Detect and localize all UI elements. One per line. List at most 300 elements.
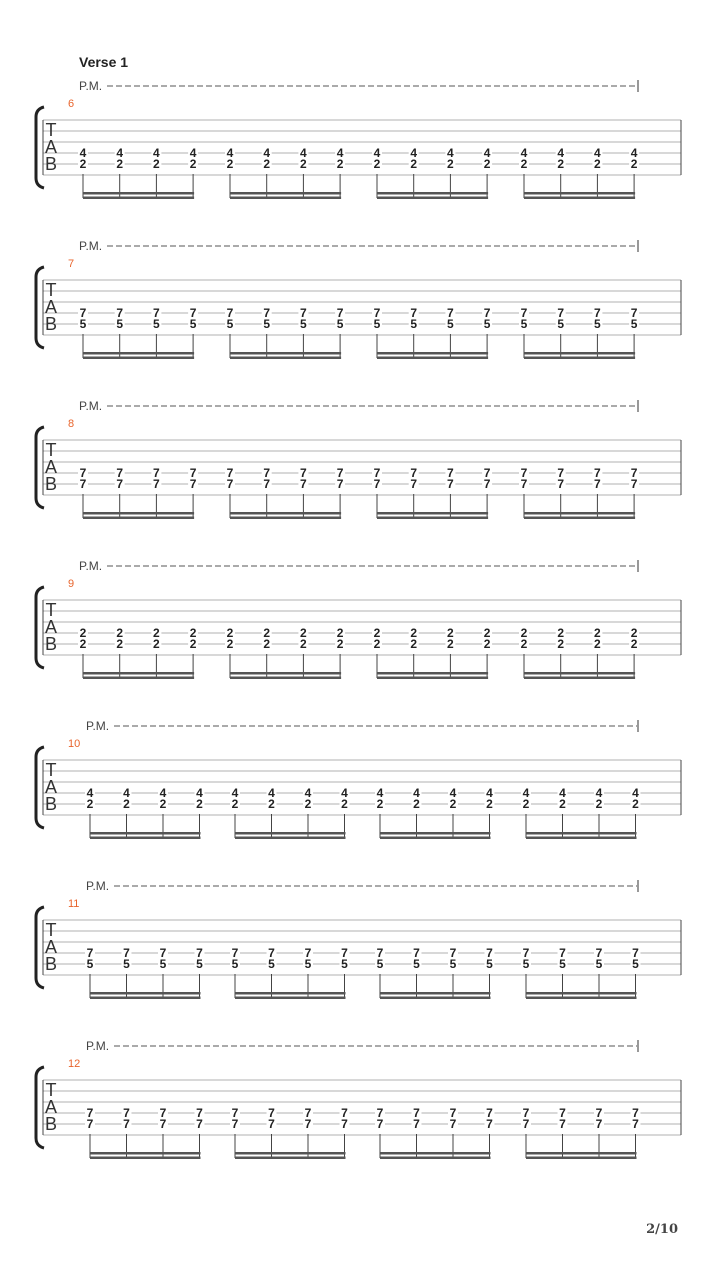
fret-number: 5 [336,317,344,331]
fret-number: 5 [196,957,203,971]
fret-number: 2 [79,637,87,651]
tab-clef-letter: T [45,920,57,940]
fret-number: 7 [304,1106,312,1120]
fret-number: 2 [231,797,239,811]
beam [83,672,194,675]
beam [377,352,488,355]
fret-number: 2 [447,157,454,171]
fret-number: 5 [557,317,565,331]
beam [90,832,201,835]
fret-number: 4 [263,146,271,160]
fret-number: 7 [632,1106,639,1120]
fret-number: 7 [116,306,124,320]
measure-number: 8 [68,418,75,430]
fret-number: 7 [226,466,234,480]
fret-number: 7 [630,306,638,320]
fret-number: 7 [630,477,638,491]
fret-number: 7 [632,1117,639,1131]
fret-number: 5 [159,957,167,971]
fret-number: 7 [449,946,457,960]
fret-number: 7 [153,306,160,320]
fret-number: 2 [447,626,454,640]
beam [90,1152,201,1155]
fret-number: 7 [153,477,160,491]
fret-number: 7 [231,1117,239,1131]
fret-number: 4 [483,146,491,160]
fret-number: 7 [522,946,530,960]
fret-number: 4 [86,786,94,800]
fret-number: 5 [231,957,239,971]
tab-clef-letter: A [44,297,58,317]
fret-number: 5 [189,317,197,331]
fret-number: 7 [595,1117,603,1131]
beam [526,832,637,835]
beam [380,832,491,835]
beam [380,1157,491,1160]
fret-number: 7 [559,1106,566,1120]
fret-number: 2 [159,797,167,811]
tab-clef-letter: A [44,617,58,637]
fret-number: 5 [595,957,603,971]
tab-clef-letter: A [44,1097,58,1117]
fret-number: 7 [189,477,197,491]
fret-number: 7 [79,466,87,480]
fret-number: 7 [226,477,234,491]
fret-number: 5 [413,957,420,971]
fret-number: 7 [557,477,565,491]
fret-number: 7 [79,477,87,491]
fret-number: 4 [520,146,528,160]
fret-number: 7 [336,477,344,491]
fret-number: 7 [123,946,130,960]
beam [377,512,488,515]
fret-number: 7 [413,946,420,960]
fret-number: 2 [263,637,271,651]
fret-number: 7 [483,466,491,480]
beam [524,192,635,195]
fret-number: 7 [373,466,381,480]
fret-number: 2 [336,157,344,171]
fret-number: 7 [231,1106,239,1120]
fret-number: 7 [123,1117,130,1131]
fret-number: 2 [189,157,197,171]
fret-number: 7 [159,946,167,960]
fret-number: 2 [520,626,528,640]
fret-number: 7 [373,306,381,320]
fret-number: 7 [300,466,307,480]
fret-number: 5 [304,957,312,971]
fret-number: 2 [410,157,418,171]
fret-number: 4 [196,786,203,800]
fret-number: 7 [410,306,418,320]
fret-number: 7 [594,306,601,320]
measure-number: 12 [68,1058,81,1070]
fret-number: 7 [86,946,94,960]
fret-number: 2 [226,637,234,651]
fret-number: 2 [373,626,381,640]
fret-number: 2 [116,637,124,651]
fret-number: 2 [263,626,271,640]
beam [83,192,194,195]
beam [235,837,346,840]
fret-number: 2 [116,157,124,171]
fret-number: 7 [373,477,381,491]
beam [235,1152,346,1155]
beam [524,357,635,360]
beam [230,677,341,680]
beam [83,357,194,360]
page-number: 2/10 [646,1222,678,1237]
beam [526,837,637,840]
fret-number: 7 [447,306,454,320]
fret-number: 7 [413,1117,420,1131]
fret-number: 4 [116,146,124,160]
fret-number: 4 [341,786,348,800]
fret-number: 7 [594,477,601,491]
fret-number: 5 [116,317,124,331]
fret-number: 7 [557,466,565,480]
fret-number: 2 [522,797,530,811]
fret-number: 4 [522,786,530,800]
palm-mute-label: P.M. [79,399,103,413]
fret-number: 7 [595,1106,603,1120]
measure-number: 6 [68,98,75,110]
beam [230,197,341,200]
tab-clef-letter: T [45,760,57,780]
beam [83,517,194,520]
fret-number: 7 [376,1106,384,1120]
fret-number: 2 [632,797,639,811]
beam [377,357,488,360]
fret-number: 4 [226,146,234,160]
beam [524,677,635,680]
measure-number: 7 [68,258,75,270]
fret-number: 2 [373,637,381,651]
fret-number: 5 [300,317,307,331]
palm-mute-label: P.M. [79,79,103,93]
fret-number: 2 [153,626,160,640]
fret-number: 7 [520,477,528,491]
fret-number: 7 [486,946,493,960]
fret-number: 7 [559,946,566,960]
fret-number: 2 [263,157,271,171]
fret-number: 2 [483,157,491,171]
fret-number: 7 [116,466,124,480]
fret-number: 7 [226,306,234,320]
fret-number: 2 [630,626,638,640]
fret-number: 2 [304,797,312,811]
fret-number: 2 [116,626,124,640]
fret-number: 4 [304,786,312,800]
fret-number: 5 [153,317,160,331]
beam [230,192,341,195]
fret-number: 5 [632,957,639,971]
fret-number: 7 [410,477,418,491]
fret-number: 2 [373,157,381,171]
fret-number: 5 [376,957,384,971]
fret-number: 5 [86,957,94,971]
fret-number: 2 [336,637,344,651]
fret-number: 2 [520,157,528,171]
fret-number: 2 [79,626,87,640]
fret-number: 7 [263,306,271,320]
fret-number: 7 [116,477,124,491]
fret-number: 2 [595,797,603,811]
section-title: Verse 1 [79,54,129,70]
fret-number: 4 [300,146,307,160]
fret-number: 5 [410,317,418,331]
fret-number: 7 [486,1106,493,1120]
fret-number: 7 [486,1117,493,1131]
fret-number: 2 [447,637,454,651]
tab-clef-letter: A [44,457,58,477]
beam [524,352,635,355]
fret-number: 7 [268,1106,275,1120]
tab-clef-letter: B [44,634,58,654]
fret-number: 2 [300,157,307,171]
fret-number: 4 [159,786,167,800]
palm-mute-label: P.M. [79,559,103,573]
fret-number: 2 [86,797,94,811]
fret-number: 7 [520,466,528,480]
fret-number: 7 [632,946,639,960]
tab-clef-letter: T [45,1080,57,1100]
fret-number: 7 [300,477,307,491]
fret-number: 7 [522,1117,530,1131]
fret-number: 2 [300,626,307,640]
fret-number: 7 [341,946,348,960]
fret-number: 2 [336,626,344,640]
fret-number: 7 [263,477,271,491]
beam [235,997,346,1000]
tab-clef-letter: A [44,777,58,797]
fret-number: 4 [557,146,565,160]
fret-number: 7 [522,1106,530,1120]
fret-number: 2 [79,157,87,171]
fret-number: 2 [520,637,528,651]
fret-number: 4 [231,786,239,800]
fret-number: 7 [304,946,312,960]
tab-clef-letter: B [44,314,58,334]
fret-number: 4 [632,786,639,800]
fret-number: 7 [300,306,307,320]
fret-number: 5 [486,957,493,971]
tab-clef-letter: A [44,137,58,157]
tab-clef-letter: B [44,1114,58,1134]
palm-mute-label: P.M. [86,1039,110,1053]
fret-number: 2 [557,626,565,640]
beam [235,832,346,835]
fret-number: 7 [376,946,384,960]
tab-clef-letter: T [45,120,57,140]
fret-number: 2 [410,626,418,640]
beam [230,512,341,515]
fret-number: 5 [226,317,234,331]
beam [377,197,488,200]
beam [83,677,194,680]
fret-number: 7 [189,466,197,480]
fret-number: 7 [376,1117,384,1131]
beam [377,672,488,675]
palm-mute-label: P.M. [86,879,110,893]
fret-number: 7 [341,1117,348,1131]
fret-number: 2 [594,626,601,640]
fret-number: 7 [341,1106,348,1120]
beam [90,992,201,995]
beam [524,672,635,675]
fret-number: 4 [373,146,381,160]
fret-number: 5 [520,317,528,331]
tab-clef-letter: B [44,474,58,494]
fret-number: 4 [594,146,601,160]
fret-number: 2 [483,626,491,640]
fret-number: 2 [153,637,160,651]
fret-number: 7 [449,1117,457,1131]
fret-number: 2 [413,797,420,811]
tab-clef-letter: T [45,600,57,620]
fret-number: 5 [373,317,381,331]
fret-number: 7 [231,946,239,960]
fret-number: 5 [522,957,530,971]
fret-number: 7 [123,1106,130,1120]
fret-number: 5 [447,317,454,331]
fret-number: 7 [483,477,491,491]
fret-number: 4 [268,786,275,800]
fret-number: 7 [86,1117,94,1131]
beam [230,352,341,355]
tab-clef-letter: B [44,954,58,974]
palm-mute-label: P.M. [86,719,110,733]
beam [526,992,637,995]
fret-number: 2 [268,797,275,811]
fret-number: 5 [123,957,130,971]
fret-number: 4 [376,786,384,800]
fret-number: 7 [483,306,491,320]
fret-number: 7 [263,466,271,480]
beam [377,517,488,520]
fret-number: 2 [300,637,307,651]
fret-number: 2 [341,797,348,811]
beam [230,357,341,360]
beam [380,992,491,995]
palm-mute-label: P.M. [79,239,103,253]
fret-number: 7 [520,306,528,320]
fret-number: 4 [79,146,87,160]
fret-number: 4 [123,786,130,800]
beam [90,1157,201,1160]
fret-number: 2 [189,637,197,651]
fret-number: 4 [189,146,197,160]
beam [83,197,194,200]
beam [83,352,194,355]
beam [380,997,491,1000]
fret-number: 4 [486,786,493,800]
fret-number: 4 [153,146,160,160]
fret-number: 7 [159,1117,167,1131]
fret-number: 4 [559,786,566,800]
fret-number: 7 [79,306,87,320]
fret-number: 2 [486,797,493,811]
fret-number: 7 [447,477,454,491]
tab-clef-letter: T [45,440,57,460]
fret-number: 5 [559,957,566,971]
fret-number: 7 [630,466,638,480]
fret-number: 2 [123,797,130,811]
fret-number: 5 [268,957,275,971]
fret-number: 5 [594,317,601,331]
fret-number: 5 [341,957,348,971]
beam [526,1152,637,1155]
beam [526,1157,637,1160]
fret-number: 2 [226,157,234,171]
fret-number: 2 [189,626,197,640]
fret-number: 4 [447,146,454,160]
fret-number: 4 [410,146,418,160]
tab-clef-letter: B [44,154,58,174]
fret-number: 7 [557,306,565,320]
fret-number: 2 [376,797,384,811]
fret-number: 7 [410,466,418,480]
fret-number: 7 [196,946,203,960]
fret-number: 7 [268,946,275,960]
fret-number: 4 [336,146,344,160]
fret-number: 7 [447,466,454,480]
fret-number: 7 [189,306,197,320]
tab-clef-letter: T [45,280,57,300]
fret-number: 5 [483,317,491,331]
fret-number: 2 [559,797,566,811]
measure-number: 9 [68,578,75,590]
beam [380,837,491,840]
fret-number: 2 [226,626,234,640]
beam [230,517,341,520]
fret-number: 7 [449,1106,457,1120]
fret-number: 2 [557,157,565,171]
fret-number: 7 [413,1106,420,1120]
fret-number: 4 [595,786,603,800]
measure-number: 10 [68,738,81,750]
beam [235,1157,346,1160]
tab-clef-letter: B [44,794,58,814]
fret-number: 7 [595,946,603,960]
beam [235,992,346,995]
fret-number: 7 [268,1117,275,1131]
fret-number: 2 [483,637,491,651]
fret-number: 2 [594,637,601,651]
beam [377,677,488,680]
fret-number: 2 [594,157,601,171]
beam [90,997,201,1000]
fret-number: 2 [196,797,203,811]
beam [524,512,635,515]
fret-number: 5 [449,957,457,971]
fret-number: 7 [594,466,601,480]
beam [524,517,635,520]
beam [380,1152,491,1155]
fret-number: 2 [449,797,457,811]
fret-number: 7 [196,1117,203,1131]
measure-number: 11 [68,898,80,910]
fret-number: 7 [559,1117,566,1131]
fret-number: 7 [86,1106,94,1120]
beam [524,197,635,200]
fret-number: 4 [449,786,457,800]
fret-number: 4 [413,786,420,800]
fret-number: 2 [410,637,418,651]
fret-number: 5 [79,317,87,331]
fret-number: 7 [336,466,344,480]
fret-number: 7 [196,1106,203,1120]
